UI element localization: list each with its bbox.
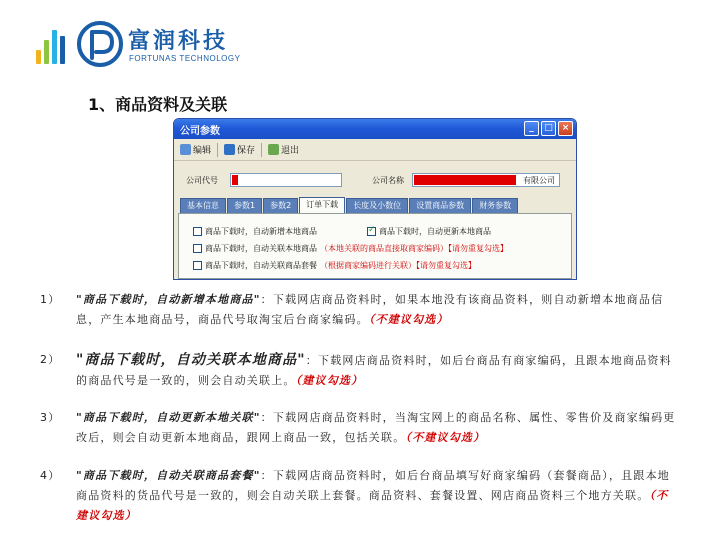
checkbox[interactable]: [193, 227, 202, 236]
option-auto-add-local[interactable]: [193, 226, 317, 237]
item-number: 1）: [40, 293, 61, 306]
toolbar-divider: [261, 143, 262, 157]
order-download-panel: [178, 213, 572, 279]
window-toolbar: [174, 139, 576, 161]
item-highlight: "商品下载时，自动关联商品套餐": [76, 469, 261, 482]
tab-order-download[interactable]: 订单下载: [299, 197, 345, 213]
option-auto-link-bundle[interactable]: [193, 260, 476, 271]
exit-button[interactable]: [268, 143, 299, 156]
item-recommendation: （不建议勾选）: [368, 313, 449, 326]
minimize-button[interactable]: _: [524, 121, 539, 136]
save-button[interactable]: [224, 143, 255, 156]
logo-bars-icon: [36, 28, 76, 64]
exit-label: 退出: [281, 146, 300, 156]
checkbox[interactable]: [367, 227, 376, 236]
option-label: 商品下载时，自动新增本地商品: [205, 227, 317, 236]
company-logo: [36, 16, 256, 72]
option-auto-update-local[interactable]: [367, 226, 491, 237]
item-number: 2）: [40, 353, 61, 366]
slide-title: 1、商品资料及关联: [88, 95, 228, 114]
window-title: 公司参数: [180, 125, 220, 137]
redaction-mark: [232, 175, 238, 185]
item-highlight: "商品下载时，自动更新本地关联": [76, 411, 261, 424]
option-note: （本地关联的商品直接取商家编码）【请勿重复勾选】: [320, 244, 508, 253]
company-code-label: 公司代号: [186, 176, 218, 185]
tab-params-2[interactable]: 参数2: [263, 198, 298, 213]
tab-product-params[interactable]: 设置商品参数: [409, 198, 471, 213]
item-highlight: "商品下载时，自动新增本地商品": [76, 293, 261, 306]
item-highlight: "商品下载时，自动关联本地商品": [76, 352, 306, 368]
save-label: 保存: [237, 146, 256, 156]
item-recommendation: （建议勾选）: [295, 374, 364, 387]
tab-finance-params[interactable]: 财务参数: [472, 198, 518, 213]
item-text: ：下载网店商品资料时，如果本地没有该商品资料，则自动新增本地商品信息，产生本地商品号，商品代号取淘宝后台商家编码。: [76, 293, 664, 326]
save-icon: [224, 144, 235, 155]
item-number: 4）: [40, 469, 61, 482]
item-text: ：下载网店商品资料时，如后台商品填写好商家编码（套餐商品），且跟本地商品资料的货品代号是一致的，则会自动关联上套餐。商品资料、套餐设置、网店商品资料三个地方关联。: [76, 469, 670, 502]
tab-basic-info[interactable]: 基本信息: [180, 198, 226, 213]
item-number: 3）: [40, 411, 61, 424]
settings-tabs: [180, 198, 519, 213]
exit-icon: [268, 144, 279, 155]
logo-name: 富润科技: [128, 29, 229, 54]
tab-length-decimals[interactable]: 长度及小数位: [346, 198, 408, 213]
toolbar-divider: [217, 143, 218, 157]
modify-button[interactable]: [180, 143, 211, 156]
checkbox[interactable]: [193, 244, 202, 253]
window-titlebar[interactable]: [174, 119, 576, 139]
option-label: 商品下载时，自动更新本地商品: [379, 227, 491, 236]
close-button[interactable]: ×: [558, 121, 573, 136]
company-params-window: [173, 118, 577, 280]
option-auto-link-local[interactable]: [193, 243, 508, 254]
company-name-field[interactable]: [412, 173, 560, 187]
company-name-label: 公司名称: [372, 176, 404, 185]
checkbox[interactable]: [193, 261, 202, 270]
logo-mark-icon: [76, 20, 124, 68]
option-label: 商品下载时，自动关联商品套餐: [205, 261, 317, 270]
logo-tagline: FORTUNAS TECHNOLOGY: [129, 54, 241, 63]
list-item: [40, 408, 680, 448]
option-label: 商品下载时，自动关联本地商品: [205, 244, 317, 253]
item-recommendation: （不建议勾选）: [76, 489, 669, 522]
item-text: ：下载网店商品资料时，当淘宝网上的商品名称、属性、零售价及商家编码更改后，则会自动更新本地商品，跟网上商品一致，包括关联。: [76, 411, 676, 444]
tab-params-1[interactable]: 参数1: [227, 198, 262, 213]
list-item: [40, 290, 680, 330]
company-form-row: [174, 171, 576, 189]
edit-icon: [180, 144, 191, 155]
list-item: [40, 466, 680, 526]
modify-label: 编辑: [193, 146, 212, 156]
item-text: ：下载网店商品资料时，如后台商品有商家编码，且跟本地商品资料的商品代号是一致的，则会自动关联上。: [76, 354, 672, 387]
company-name-suffix: 有限公司: [523, 176, 555, 185]
item-recommendation: （不建议勾选）: [405, 431, 486, 444]
company-code-field[interactable]: [230, 173, 342, 187]
maximize-button[interactable]: □: [541, 121, 556, 136]
option-note: （根据商家编码进行关联）【请勿重复勾选】: [320, 261, 476, 270]
redaction-mark: [414, 175, 516, 185]
list-item: [40, 350, 680, 391]
